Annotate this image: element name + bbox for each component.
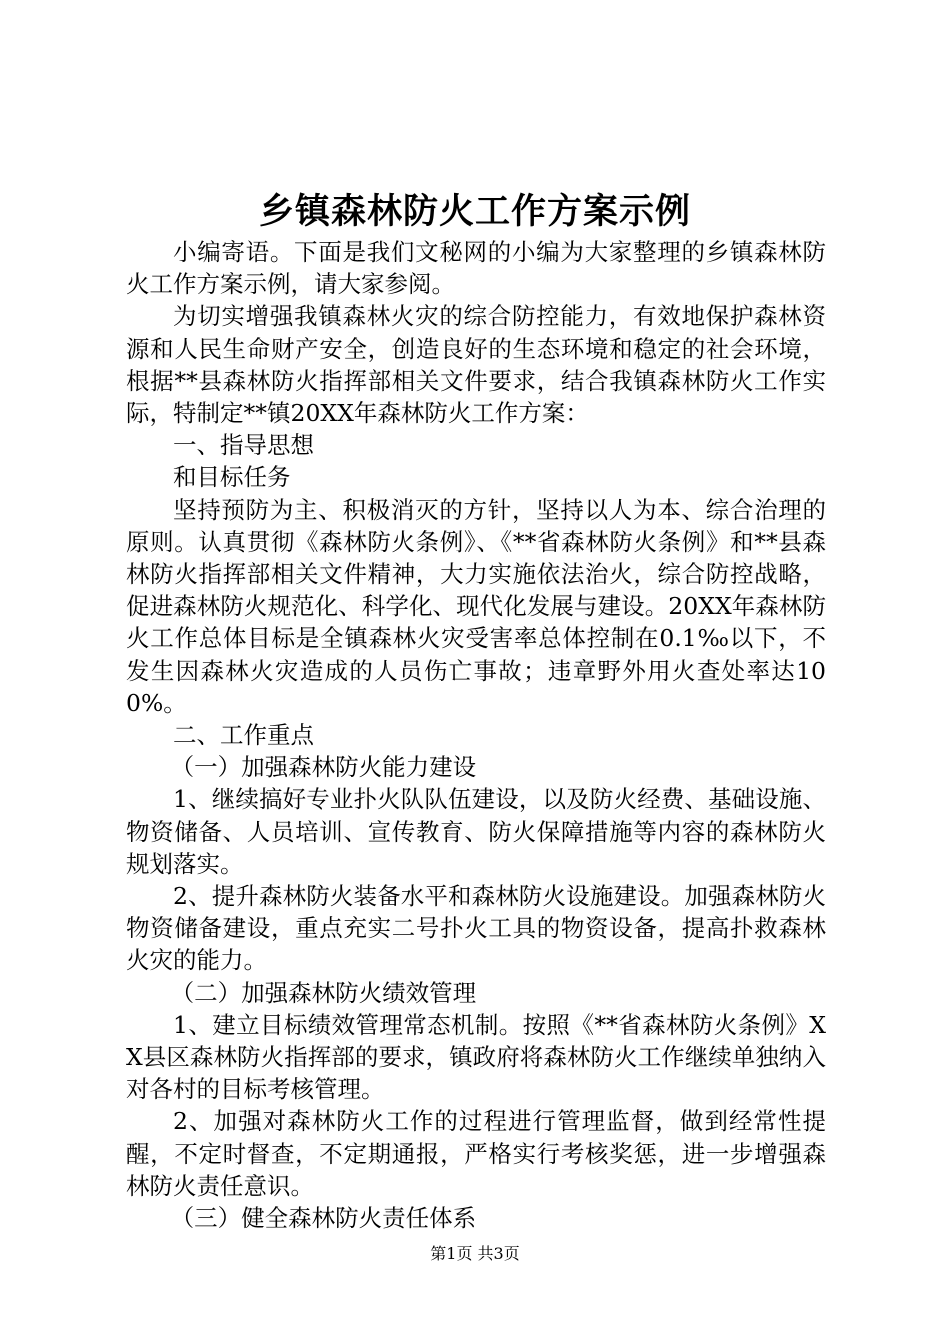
subsection-heading-performance: （二）加强森林防火绩效管理 bbox=[170, 978, 477, 1007]
paragraph-performance-1: 1、建立目标绩效管理常态机制。按照《**省森林防火条例》XX县区森林防火指挥部的要求，镇政府将森林防火工作继续单独纳入对各村的目标考核管理。 bbox=[126, 1010, 826, 1104]
section-heading-key-work: 二、工作重点 bbox=[173, 721, 314, 750]
subsection-heading-responsibility: （三）健全森林防火责任体系 bbox=[170, 1204, 477, 1233]
paragraph-principles: 坚持预防为主、积极消灭的方针，坚持以人为本、综合治理的原则。认真贯彻《森林防火条例》、《**省森林防火条例》和**县森林防火指挥部相关文件精神，大力实施依法治火，综合防控战略，促进森林防火规范化、科学化、现代化发展与建设。20XX年森林防火工作总体目标是全镇森林火灾受害率总体控制在0.1‰以下，不发生因森林火灾造成的人员伤亡事故；违章野外用火查处率达100%。 bbox=[126, 495, 826, 717]
page-footer: 第1页 共3页 bbox=[430, 1244, 520, 1263]
paragraph-capacity-1: 1、继续搞好专业扑火队队伍建设，以及防火经费、基础设施、物资储备、人员培训、宣传教育、防火保障措施等内容的森林防火规划落实。 bbox=[126, 785, 826, 878]
section-heading-guiding-ideology: 一、指导思想 bbox=[173, 431, 314, 460]
section-heading-goals: 和目标任务 bbox=[173, 463, 291, 492]
document-title: 乡镇森林防火工作方案示例 bbox=[258, 192, 691, 232]
paragraph-performance-2: 2、加强对森林防火工作的过程进行管理监督，做到经常性提醒，不定时督查，不定期通报，严格实行考核奖惩，进一步增强森林防火责任意识。 bbox=[126, 1107, 826, 1200]
subsection-heading-capacity: （一）加强森林防火能力建设 bbox=[170, 753, 477, 782]
paragraph-intro: 小编寄语。下面是我们文秘网的小编为大家整理的乡镇森林防火工作方案示例，请大家参阅。 bbox=[126, 238, 826, 299]
paragraph-capacity-2: 2、提升森林防火装备水平和森林防火设施建设。加强森林防火物资储备建设，重点充实二号扑火工具的物资设备，提高扑救森林火灾的能力。 bbox=[126, 882, 826, 975]
document-body bbox=[126, 236, 826, 1234]
paragraph-purpose: 为切实增强我镇森林火灾的综合防控能力，有效地保护森林资源和人民生命财产安全，创造良好的生态环境和稳定的社会环境，根据**县森林防火指挥部相关文件要求，结合我镇森林防火工作实际，特制定**镇20XX年森林防火工作方案： bbox=[126, 302, 826, 428]
